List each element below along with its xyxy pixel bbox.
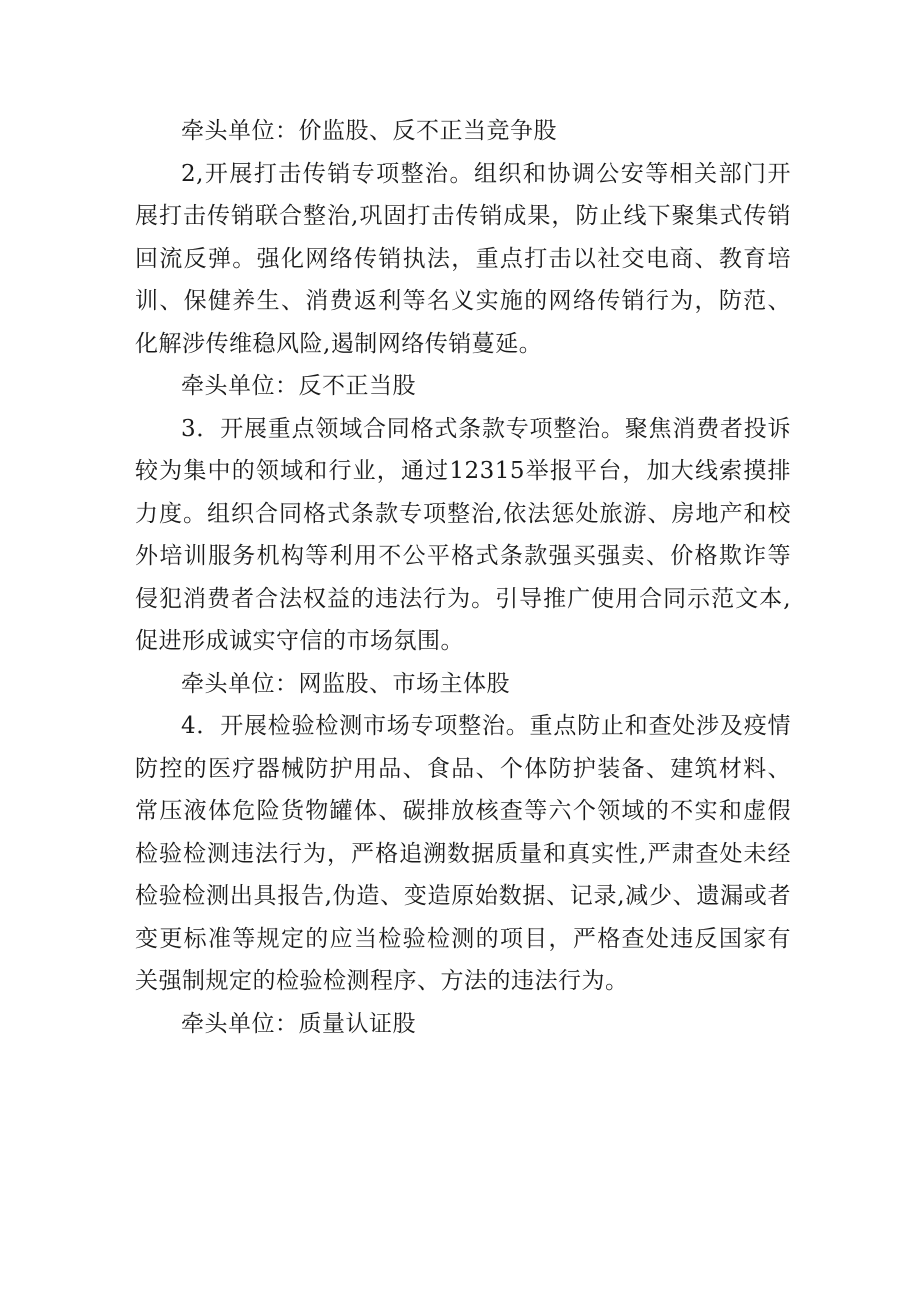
lead-unit-line: 牵头单位：价监股、反不正当竞争股 — [181, 118, 557, 144]
document-body — [135, 110, 791, 1045]
body-paragraph: 2,开展打击传销专项整治。组织和协调公安等相关部门开展打击传销联合整治,巩固打击传销成果，防止线下聚集式传销回流反弹。强化网络传销执法，重点打击以社交电商、教育培训、保健养生、消费返利等名义实施的网络传销行为，防范、化解涉传维稳风险,遏制网络传销蔓延。 — [135, 160, 791, 357]
body-paragraph: 4．开展检验检测市场专项整治。重点防止和查处涉及疫情防控的医疗器械防护用品、食品、个体防护装备、建筑材料、常压液体危险货物罐体、碳排放核查等六个领域的不实和虚假检验检测违法行为，严格追溯数据质量和真实性,严肃查处未经检验检测出具报告,伪造、变造原始数据、记录,减少、遗漏或者变更标准等规定的应当检验检测的项目，严格查处违反国家有关强制规定的检验检测程序、方法的违法行为。 — [135, 713, 791, 994]
lead-unit-line: 牵头单位：质量认证股 — [181, 1010, 416, 1037]
body-paragraph: 3．开展重点领域合同格式条款专项整治。聚焦消费者投诉较为集中的领域和行业，通过12315举报平台，加大线索摸排力度。组织合同格式条款专项整治,依法惩处旅游、房地产和校外培训服务机构等利用不公平格式条款强买强卖、价格欺诈等侵犯消费者合法权益的违法行为。引导推广使用合同示范文本,促进形成诚实守信的市场氛围。 — [135, 415, 791, 654]
lead-unit-line: 牵头单位：反不正当股 — [181, 373, 416, 399]
lead-unit-line: 牵头单位：网监股、市场主体股 — [181, 670, 510, 697]
